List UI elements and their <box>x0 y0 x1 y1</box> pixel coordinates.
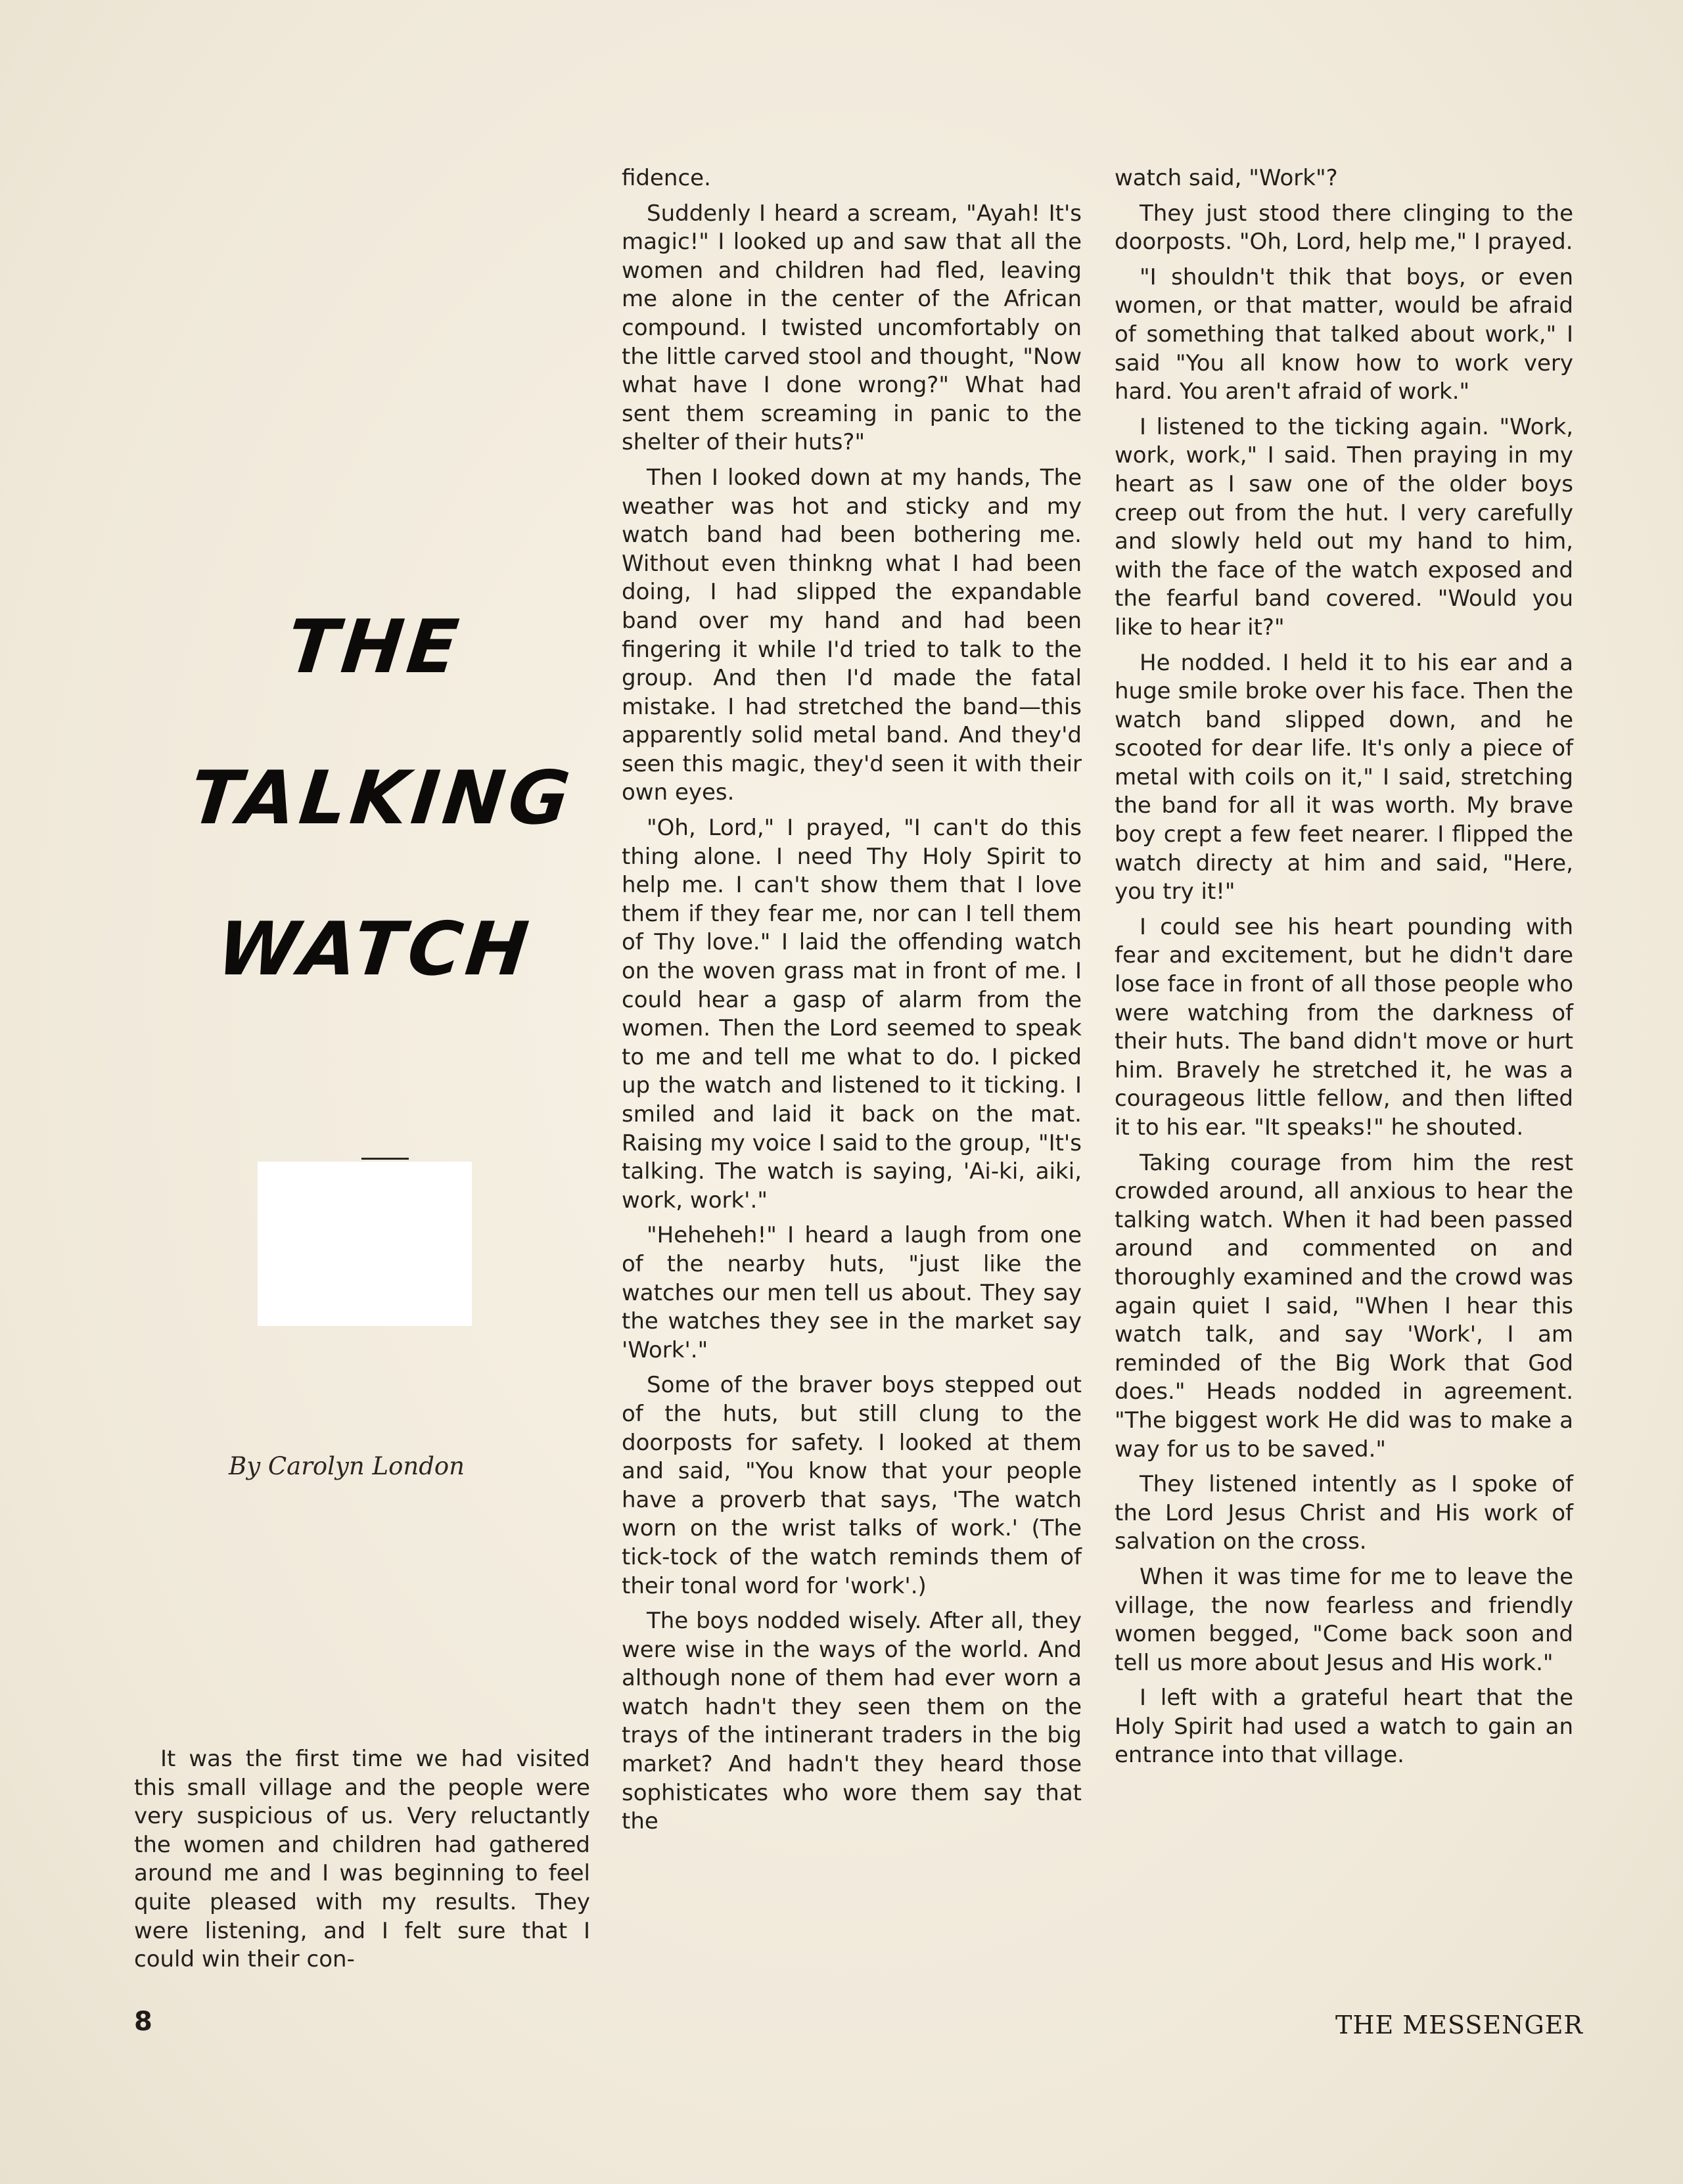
article-column-3 <box>1115 164 1573 1777</box>
paragraph: It was the first time we had visited this small village and the people were very suspicious of us. Very reluctantly the women and children had gathered around me and I was beginning to feel quite pleased with my results. They were listening, and I felt sure that I could win their con- <box>134 1746 590 1973</box>
paragraph: "I shouldn't thik that boys, or even women, or that matter, would be afraid of something that talked about work," I said "You all know how to work very hard. You aren't afraid of work." <box>1115 263 1573 405</box>
paragraph: I listened to the ticking again. "Work, work, work," I said. Then praying in my heart as I saw one of the older boys creep out from the hut. I very carefully and slowly held out my hand to him, with the face of the watch exposed and the fearful band covered. "Would you like to hear it?" <box>1115 413 1573 641</box>
article-column-2 <box>622 164 1082 1843</box>
paragraph: When it was time for me to leave the village, the now fearless and friendly women begged, "Come back soon and tell us more about Jesus and His work." <box>1115 1563 1573 1676</box>
paragraph: The boys nodded wisely. After all, they were wise in the ways of the world. And although none of them had ever worn a watch hadn't they seen them on the trays of the intinerant traders in the big market? And hadn't they heard those sophisticates who wore them say that the <box>622 1608 1082 1835</box>
paragraph: watch said, "Work"? <box>1115 165 1338 191</box>
paragraph: They listened intently as I spoke of the Lord Jesus Christ and His work of salvation on the cross. <box>1115 1471 1573 1555</box>
paragraph: Some of the braver boys stepped out of the huts, but still clung to the doorposts for safety. I looked at them and said, "You know that your people have a proverb that says, 'The watch worn on the wrist talks of work.' (The tick-tock of the watch reminds them of their tonal word for 'work'.) <box>622 1372 1082 1599</box>
paragraph: fidence. <box>622 165 711 191</box>
paragraph: They just stood there clinging to the doorposts. "Oh, Lord, help me," I prayed. <box>1115 200 1573 256</box>
title-line-1: THE <box>283 604 467 690</box>
paragraph: "Heheheh!" I heard a laugh from one of the nearby huts, "just like the watches our men tell us about. They say the watches they see in the market say 'Work'." <box>622 1222 1082 1363</box>
paragraph: Then I looked down at my hands, The weather was hot and sticky and my watch band had been bothering me. Without even thinkng what I had been doing, I had slipped the expandable band over my hand and had been fingering it while I'd tried to talk to the group. And then I'd made the fatal mistake. I had stretched the band—this apparently solid metal band. And they'd seen this magic, they'd seen it with their own eyes. <box>622 464 1082 806</box>
photo-edge-mark <box>361 1158 409 1160</box>
paragraph: He nodded. I held it to his ear and a huge smile broke over his face. Then the watch band slipped down, and he scooted for dear life. It's only a piece of metal with coils on it," I said, stretching the band for all it was worth. My brave boy crept a few feet nearer. I flipped the watch directy at him and said, "Here, you try it!" <box>1115 649 1573 905</box>
paragraph: Taking courage from him the rest crowded around, all anxious to hear the talking watch. When it had been passed around and commented on and thoroughly examined and the crowd was again quiet I said, "When I hear this watch talk, and say 'Work', I am reminded of the Big Work that God does." Heads nodded in agreement. "The biggest work He did was to make a way for us to be saved." <box>1115 1149 1573 1463</box>
title-line-2: TALKING <box>186 756 578 841</box>
paragraph: I left with a grateful heart that the Holy Spirit had used a watch to gain an entrance into that village. <box>1115 1685 1573 1769</box>
article-column-1 <box>134 1745 590 1981</box>
paragraph: I could see his heart pounding with fear and excitement, but he didn't dare lose face in front of all those people who were watching from the darkness of their huts. The band didn't move or hurt him. Bravely he stretched it, he was a courageous little fellow, and then lifted it to his ear. "It speaks!" he shouted. <box>1115 913 1573 1141</box>
paragraph: Suddenly I heard a scream, "Ayah! It's magic!" I looked up and saw that all the women and children had fled, leaving me alone in the center of the African compound. I twisted uncomfortably on the little carved stool and thought, "Now what have I done wrong?" What had sent them screaming in panic to the shelter of their huts?" <box>622 200 1082 456</box>
page-number: 8 <box>134 2007 152 2037</box>
paragraph: "Oh, Lord," I prayed, "I can't do this thing alone. I need Thy Holy Spirit to help me. I can't show them that I love them if they fear me, nor can I tell them of Thy love." I laid the offending watch on the woven grass mat in front of me. I could hear a gasp of alarm from the women. Then the Lord seemed to speak to me and tell me what to do. I picked up the watch and listened to it ticking. I smiled and laid it back on the mat. Raising my voice I said to the group, "It's talking. The watch is saying, 'Ai-ki, aiki, work, work'." <box>622 815 1082 1214</box>
title-line-3: WATCH <box>213 907 536 992</box>
photo-placeholder <box>258 1162 472 1326</box>
byline: By Carolyn London <box>229 1452 465 1480</box>
publication-name: THE MESSENGER <box>1335 2011 1584 2039</box>
